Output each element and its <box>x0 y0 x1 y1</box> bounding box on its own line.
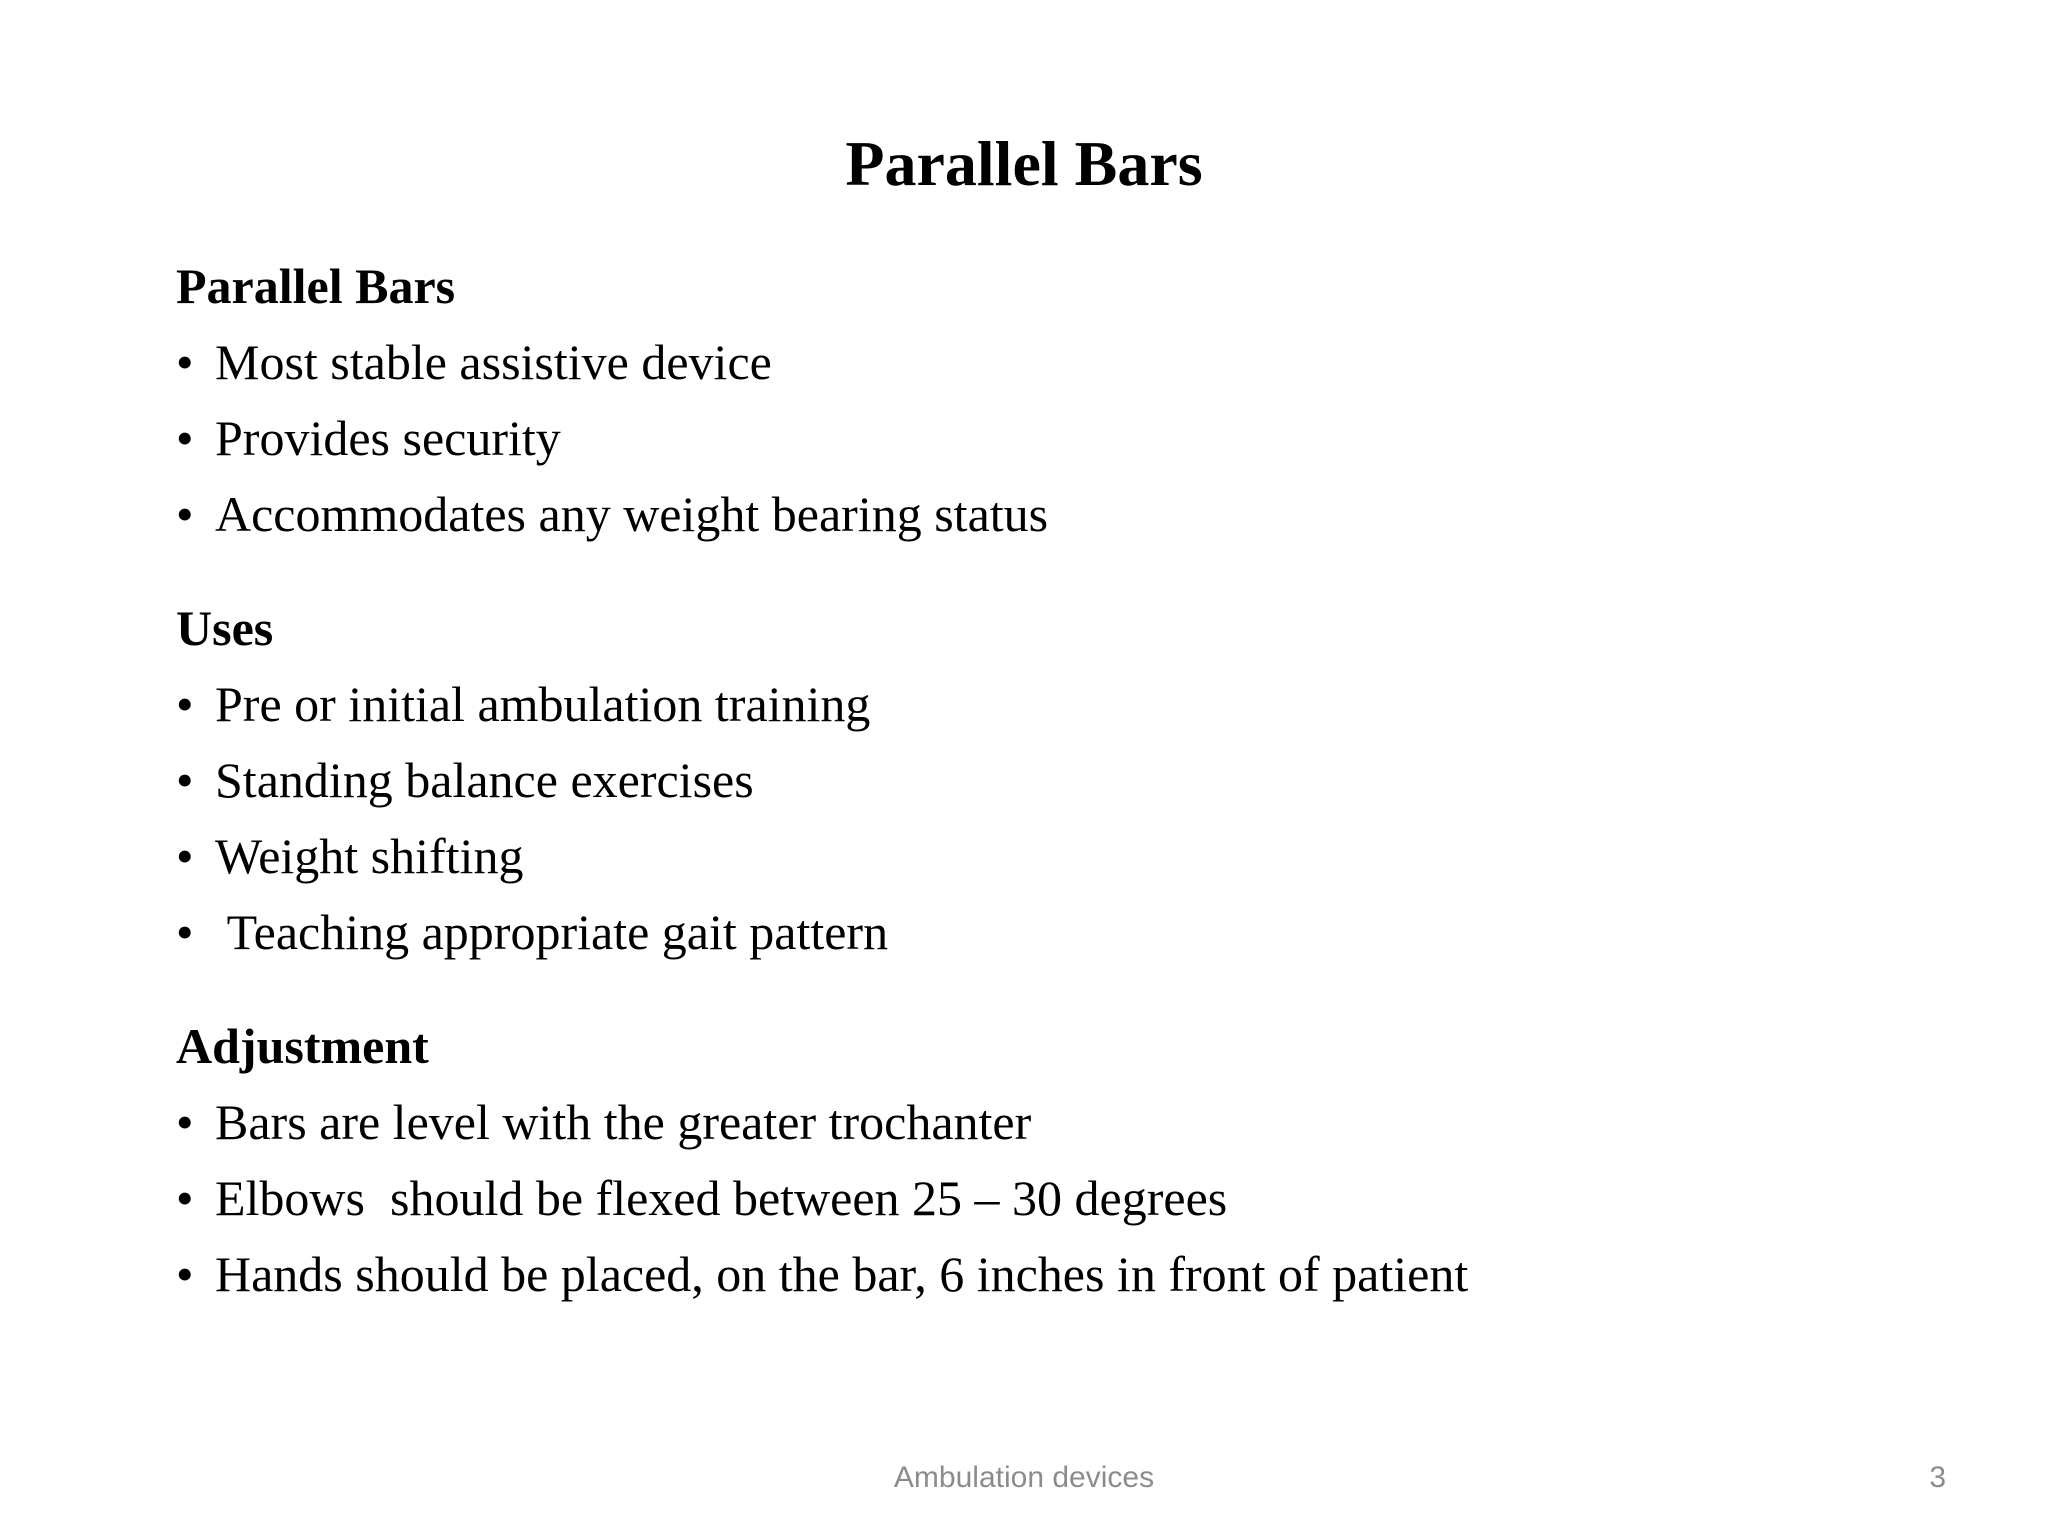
bullet-list <box>176 666 1936 970</box>
bullet-text: Hands should be placed, on the bar, 6 inches in front of patient <box>215 1246 1469 1302</box>
bullet-item <box>176 818 1936 894</box>
bullet-text: Provides security <box>215 410 561 466</box>
bullet-icon: • <box>176 1170 194 1226</box>
bullet-text: Elbows should be flexed between 25 – 30 degrees <box>215 1170 1228 1226</box>
bullet-text: Most stable assistive device <box>215 334 772 390</box>
section-parallel-bars <box>176 248 1936 552</box>
slide-content <box>176 248 1936 1312</box>
section-adjustment <box>176 1008 1936 1312</box>
section-heading: Uses <box>176 600 274 656</box>
bullet-item <box>176 324 1936 400</box>
bullet-icon: • <box>176 410 194 466</box>
bullet-item <box>176 742 1936 818</box>
bullet-icon: • <box>176 334 194 390</box>
bullet-icon: • <box>176 1246 194 1302</box>
bullet-icon: • <box>176 486 194 542</box>
bullet-item <box>176 1084 1936 1160</box>
bullet-text: Teaching appropriate gait pattern <box>215 904 889 960</box>
section-heading: Adjustment <box>176 1018 429 1074</box>
bullet-text: Pre or initial ambulation training <box>215 676 871 732</box>
slide-title: Parallel Bars <box>845 128 1203 199</box>
bullet-text: Bars are level with the greater trochanter <box>215 1094 1032 1150</box>
section-heading: Parallel Bars <box>176 258 456 314</box>
bullet-list <box>176 324 1936 552</box>
page-number: 3 <box>1929 1461 1946 1494</box>
footer-text: Ambulation devices <box>893 1461 1155 1494</box>
bullet-item <box>176 894 1936 970</box>
bullet-text: Weight shifting <box>215 828 524 884</box>
bullet-item <box>176 1160 1936 1236</box>
bullet-item <box>176 1236 1936 1312</box>
bullet-icon: • <box>176 676 194 732</box>
section-uses <box>176 590 1936 970</box>
bullet-icon: • <box>176 828 194 884</box>
bullet-item <box>176 400 1936 476</box>
bullet-text: Standing balance exercises <box>215 752 754 808</box>
bullet-icon: • <box>176 752 194 808</box>
bullet-icon: • <box>176 904 194 960</box>
bullet-list <box>176 1084 1936 1312</box>
bullet-item <box>176 666 1936 742</box>
bullet-icon: • <box>176 1094 194 1150</box>
bullet-text: Accommodates any weight bearing status <box>215 486 1049 542</box>
bullet-item <box>176 476 1936 552</box>
